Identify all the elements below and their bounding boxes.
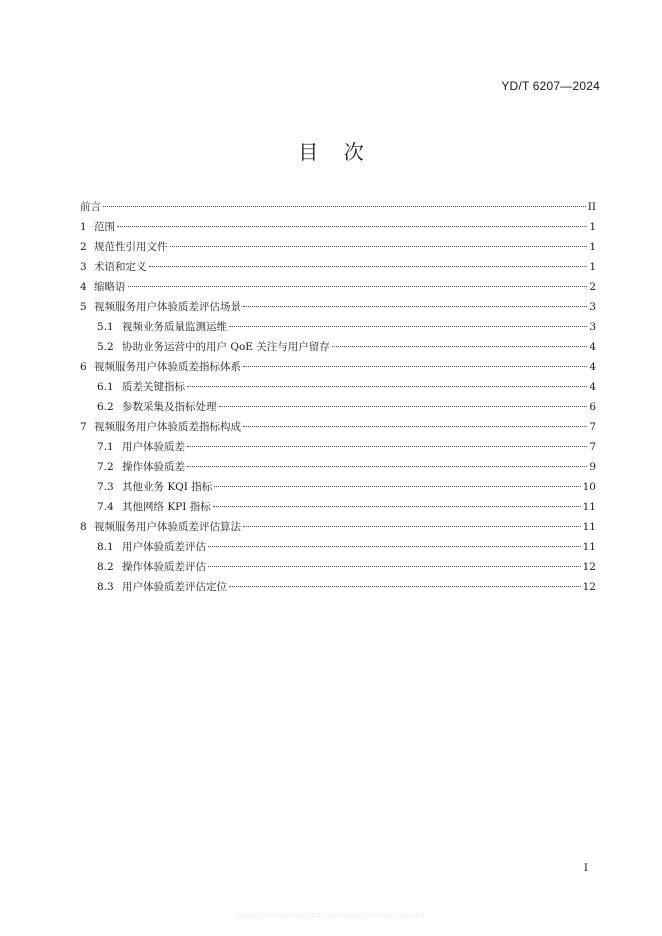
- toc-dot-leader: [208, 546, 581, 547]
- toc-entry-page: 7: [589, 441, 596, 453]
- toc-entry-page: II: [587, 201, 596, 213]
- toc-entry-page: 9: [589, 461, 596, 473]
- toc-dot-leader: [128, 286, 588, 287]
- toc-entry[interactable]: [80, 557, 596, 577]
- toc-entry[interactable]: [80, 477, 596, 497]
- toc-entry[interactable]: [80, 237, 596, 257]
- toc-entry-number: 7.3: [97, 481, 114, 493]
- toc-entry-title: 视频服务用户体验质差评估算法: [94, 521, 241, 533]
- toc-entry-title: 前言: [80, 201, 101, 213]
- toc-entry[interactable]: [80, 377, 596, 397]
- toc-entry-number: 5.1: [97, 321, 114, 333]
- toc-entry-number: 6.2: [97, 401, 114, 413]
- toc-entry[interactable]: [80, 217, 596, 237]
- toc-entry-page: 2: [589, 281, 596, 293]
- toc-entry-page: 1: [589, 221, 596, 233]
- toc-entry[interactable]: [80, 537, 596, 557]
- toc-entry-title: 协助业务运营中的用户 QoE 关注与用户留存: [122, 341, 330, 353]
- toc-entry-page: 1: [589, 241, 596, 253]
- toc-entry[interactable]: [80, 257, 596, 277]
- toc-entry-page: 3: [589, 321, 596, 333]
- toc-dot-leader: [332, 346, 588, 347]
- toc-entry-page: 11: [582, 521, 596, 533]
- toc-dot-leader: [103, 206, 586, 207]
- toc-entry[interactable]: [80, 437, 596, 457]
- toc-entry-number: 5.2: [97, 341, 114, 353]
- toc-entry-title: 视频业务质量监测运维: [122, 321, 227, 333]
- toc-entry-title: 质差关键指标: [122, 381, 185, 393]
- toc-entry-page: 4: [589, 341, 596, 353]
- toc-entry-number: 7: [80, 421, 87, 433]
- toc-entry-page: 7: [589, 421, 596, 433]
- toc-entry-number: 5: [80, 301, 87, 313]
- toc-dot-leader: [214, 486, 580, 487]
- toc-dot-leader: [149, 266, 588, 267]
- toc-dot-leader: [243, 426, 587, 427]
- toc-entry[interactable]: [80, 277, 596, 297]
- toc-entry-title: 操作体验质差评估: [122, 561, 206, 573]
- toc-entry[interactable]: [80, 297, 596, 317]
- toc-entry-number: 8.3: [97, 581, 114, 593]
- toc-dot-leader: [117, 226, 587, 227]
- toc-dot-leader: [243, 306, 587, 307]
- toc-entry-page: 4: [589, 381, 596, 393]
- toc-entry-page: 12: [582, 561, 596, 573]
- table-of-contents: [80, 197, 596, 597]
- toc-entry-page: 3: [589, 301, 596, 313]
- toc-entry-title: 术语和定义: [94, 261, 147, 273]
- toc-entry-page: 11: [582, 541, 596, 553]
- toc-entry-title: 视频服务用户体验质差指标体系: [94, 361, 241, 373]
- toc-entry-number: 3: [80, 261, 87, 273]
- toc-entry[interactable]: [80, 577, 596, 597]
- toc-dot-leader: [170, 246, 588, 247]
- toc-entry-number: 2: [80, 241, 87, 253]
- toc-entry-number: 4: [80, 281, 87, 293]
- toc-entry[interactable]: [80, 517, 596, 537]
- toc-entry[interactable]: [80, 357, 596, 377]
- toc-entry-number: 8.1: [97, 541, 114, 553]
- toc-entry-title: 用户体验质差评估: [122, 541, 206, 553]
- toc-entry-title: 视频服务用户体验质差指标构成: [94, 421, 241, 433]
- toc-dot-leader: [187, 466, 587, 467]
- toc-entry[interactable]: [80, 197, 596, 217]
- toc-entry-page: 6: [589, 401, 596, 413]
- toc-entry-title: 范围: [94, 221, 115, 233]
- toc-dot-leader: [229, 326, 587, 327]
- toc-entry-number: 6: [80, 361, 87, 373]
- toc-dot-leader: [219, 406, 588, 407]
- toc-entry[interactable]: [80, 497, 596, 517]
- toc-entry-number: 8.2: [97, 561, 114, 573]
- toc-dot-leader: [187, 386, 587, 387]
- toc-entry-title: 用户体验质差: [122, 441, 185, 453]
- toc-entry-number: 6.1: [97, 381, 114, 393]
- toc-dot-leader: [187, 446, 587, 447]
- toc-entry[interactable]: [80, 337, 596, 357]
- toc-entry-number: 8: [80, 521, 87, 533]
- toc-entry-page: 10: [582, 481, 596, 493]
- standard-code: YD/T 6207—2024: [501, 79, 600, 93]
- toc-entry-page: 12: [582, 581, 596, 593]
- watermark: [150, 906, 510, 924]
- page-title: 目 次: [298, 140, 364, 164]
- toc-entry[interactable]: [80, 457, 596, 477]
- toc-entry-title: 操作体验质差: [122, 461, 185, 473]
- toc-dot-leader: [229, 586, 581, 587]
- toc-entry-number: 7.4: [97, 501, 114, 513]
- toc-entry-title: 规范性引用文件: [94, 241, 168, 253]
- toc-entry[interactable]: [80, 417, 596, 437]
- toc-entry[interactable]: [80, 317, 596, 337]
- toc-entry-number: 7.2: [97, 461, 114, 473]
- toc-entry-page: 1: [589, 261, 596, 273]
- page-number: I: [583, 862, 588, 874]
- toc-entry-number: 7.1: [97, 441, 114, 453]
- watermark-bar: ▭▭▭▭▭▭▭▭▭▭▭▭▭▭▭▭▭▭▭▭: [235, 909, 425, 921]
- toc-dot-leader: [208, 566, 581, 567]
- toc-entry-title: 缩略语: [94, 281, 126, 293]
- toc-dot-leader: [243, 526, 581, 527]
- toc-entry-title: 用户体验质差评估定位: [122, 581, 227, 593]
- toc-entry-title: 其他网络 KPI 指标: [122, 501, 211, 513]
- toc-dot-leader: [243, 366, 587, 367]
- toc-entry-title: 参数采集及指标处理: [122, 401, 217, 413]
- toc-entry-title: 视频服务用户体验质差评估场景: [94, 301, 241, 313]
- toc-entry-title: 其他业务 KQI 指标: [122, 481, 213, 493]
- toc-entry-page: 11: [582, 501, 596, 513]
- toc-dot-leader: [213, 506, 581, 507]
- toc-entry-number: 1: [80, 221, 87, 233]
- toc-entry[interactable]: [80, 397, 596, 417]
- toc-entry-page: 4: [589, 361, 596, 373]
